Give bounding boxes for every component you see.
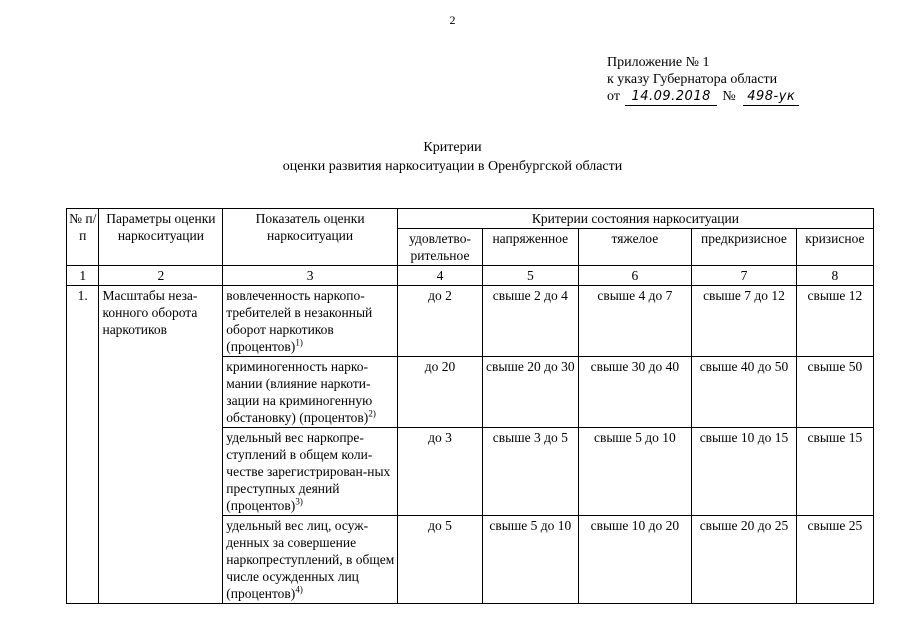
criterion-value: свыше 10 до 20	[578, 516, 692, 604]
column-number: 2	[99, 266, 223, 286]
criterion-value: свыше 10 до 15	[692, 428, 797, 516]
footnote-mark: 3)	[295, 496, 303, 507]
criterion-value: свыше 30 до 40	[578, 357, 692, 428]
table-row	[67, 286, 874, 357]
criterion-value: свыше 12	[796, 286, 873, 357]
page-number: 2	[449, 13, 456, 27]
row-number: 1.	[67, 286, 99, 604]
criterion-value: свыше 50	[796, 357, 873, 428]
header-params: Параметры оценки наркоситуации	[99, 209, 223, 266]
indicator-cell	[223, 357, 398, 428]
indicator-cell	[223, 286, 398, 357]
criterion-value: свыше 20 до 25	[692, 516, 797, 604]
date-prefix: от	[607, 89, 620, 104]
appendix-decree: к указу Губернатора области	[607, 72, 778, 87]
criterion-value: свыше 4 до 7	[578, 286, 692, 357]
header-criterion: тяжелое	[578, 229, 692, 266]
document-heading	[0, 138, 905, 176]
column-number: 3	[223, 266, 398, 286]
header-criterion: удовлетво-рительное	[397, 229, 482, 266]
criterion-value: свыше 5 до 10	[578, 428, 692, 516]
appendix-title: Приложение № 1	[607, 55, 710, 70]
footnote-mark: 1)	[295, 337, 303, 348]
criterion-value: свыше 7 до 12	[692, 286, 797, 357]
criterion-value: до 20	[397, 357, 482, 428]
footnote-mark: 2)	[368, 408, 376, 419]
indicator-cell	[223, 516, 398, 604]
number-label: №	[722, 89, 736, 104]
header-criterion: предкризисное	[692, 229, 797, 266]
header-criterion: напряженное	[483, 229, 578, 266]
criterion-value: свыше 25	[796, 516, 873, 604]
criterion-value: свыше 3 до 5	[483, 428, 578, 516]
indicator-text: криминогенность нарко-мании (влияние наркоти-зации на криминогенную обстановку) (процентов)	[226, 359, 373, 425]
indicator-text: вовлеченность наркопо-требителей в незаконный оборот наркотиков (процентов)	[226, 288, 373, 354]
appendix-block	[607, 54, 799, 106]
column-number: 4	[397, 266, 482, 286]
indicator-cell	[223, 428, 398, 516]
criterion-value: свыше 5 до 10	[483, 516, 578, 604]
appendix-date-line	[607, 88, 799, 106]
criterion-value: до 5	[397, 516, 482, 604]
criterion-value: до 3	[397, 428, 482, 516]
decree-date: 14.09.2018	[625, 88, 716, 106]
column-number: 5	[483, 266, 578, 286]
column-number: 6	[578, 266, 692, 286]
header-criterion: кризисное	[796, 229, 873, 266]
criteria-table	[66, 208, 874, 604]
criterion-value: свыше 20 до 30	[483, 357, 578, 428]
header-indicator: Показатель оценки наркоситуации	[223, 209, 398, 266]
indicator-text: удельный вес наркопре-ступлений в общем коли-честве зарегистрирован-ных преступных деяний (процентов)	[226, 430, 391, 513]
column-number-row	[67, 266, 874, 286]
decree-number: 498-ук	[743, 88, 799, 106]
header-criteria-group: Критерии состояния наркоситуации	[397, 209, 873, 229]
row-parameter: Масштабы неза-конного оборота наркотиков	[99, 286, 223, 604]
criterion-value: свыше 2 до 4	[483, 286, 578, 357]
criterion-value: свыше 40 до 50	[692, 357, 797, 428]
column-number: 8	[796, 266, 873, 286]
heading-title: Критерии	[423, 140, 482, 155]
criterion-value: свыше 15	[796, 428, 873, 516]
footnote-mark: 4)	[295, 584, 303, 595]
column-number: 7	[692, 266, 797, 286]
criterion-value: до 2	[397, 286, 482, 357]
heading-subtitle: оценки развития наркоситуации в Оренбургской области	[282, 159, 623, 174]
indicator-text: удельный вес лиц, осуж-денных за совершение наркопреступлений, в общем числе осужденных лиц (процентов)	[226, 518, 395, 601]
header-row	[67, 209, 874, 229]
header-num: № п/п	[67, 209, 99, 266]
column-number: 1	[67, 266, 99, 286]
